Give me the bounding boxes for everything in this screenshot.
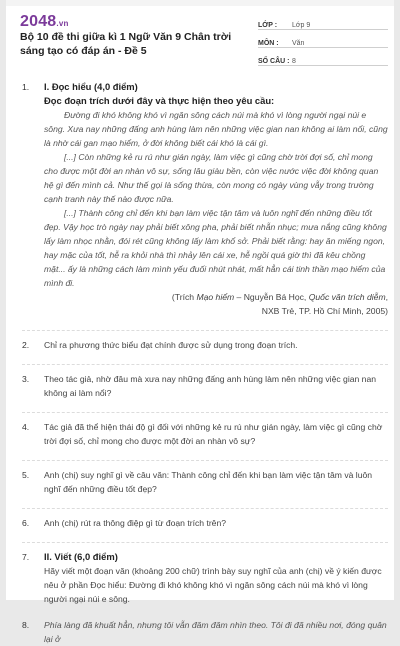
question-number: 2.: [22, 340, 30, 350]
logo-text: 2048: [20, 13, 57, 30]
source-part: ,: [385, 292, 388, 302]
question-text: Chỉ ra phương thức biểu đạt chính được sử dụng trong đoạn trích.: [44, 340, 298, 350]
divider: [22, 508, 388, 509]
meta-row-subject: [258, 30, 388, 48]
question-text: Theo tác giả, nhờ đâu mà xưa nay những đấng anh hùng làm nên những việc gian nan không ai làm nổi?: [44, 374, 377, 398]
divider: [22, 460, 388, 461]
question-number: 7.: [22, 552, 30, 562]
question-5: [22, 468, 388, 496]
question-text: Tác giả đã thể hiện thái độ gì đối với những kẻ ru rú như gián ngày, làm việc gì cũng chờ trời đợi số, chỉ mong cho được một đời an nhàn vô sự?: [44, 422, 383, 446]
meta-value: Lớp 9: [292, 22, 311, 29]
question-number: 6.: [22, 518, 30, 528]
source-book: Quốc văn trích diễm: [308, 292, 386, 302]
passage-paragraph: [...] Còn những kẻ ru rú như gián ngày, làm việc gì cũng chờ trời đợi số, chỉ mong cho được một đời an nhàn vô sự, sống lâu giàu bền, còn việc nước việc đời không quan hệ gì đến mình cả. Như thế gọi là sống thừa, còn mong có ngày vùng vẫy trong trường cạnh tranh này thế nào được nữa.: [44, 152, 379, 204]
meta-value: 8: [292, 58, 296, 65]
divider: [22, 542, 388, 543]
divider: [22, 412, 388, 413]
meta-label: MÔN :: [258, 40, 279, 47]
question-number: 5.: [22, 470, 30, 480]
passage-paragraph: [...] Thành công chỉ đến khi bạn làm việc tận tâm và luôn nghĩ đến những điều tốt đẹp. Vậy học trò ngày nay phải biết xông pha, phải biết nhẫn nhục; mưa nắng cũng không lấy làm nhọc nhằn, đói rét cũng không lấy làm khổ sở. Phải biết rằng: hay ăn miếng ngon, hay mặc của tốt, hễ ra khỏi nhà thì nhảy lên cái xe, hễ ngồi quá giờ thì đã kêu chồng mặt... ấy là những cách làm mình yếu đuối nhút nhát, mất hẳn cái tinh thần mạo hiểm của mình đi.: [44, 208, 387, 288]
question-text: Anh (chị) suy nghĩ gì về câu văn: Thành công chỉ đến khi bạn làm việc tận tâm và luôn nghĩ đến những điều tốt đẹp?: [44, 470, 373, 494]
meta-label: LỚP :: [258, 22, 278, 29]
question-7: [22, 550, 388, 606]
passage-source-line2: NXB Trẻ, TP. Hồ Chí Minh, 2005): [261, 306, 388, 316]
question-2: [22, 338, 388, 352]
question-text: Anh (chị) rút ra thông điệp gì từ đoạn trích trên?: [44, 518, 227, 528]
site-logo[interactable]: [20, 13, 69, 31]
document-title: Bộ 10 đề thi giữa kì 1 Ngữ Văn 9 Chân trời sáng tạo có đáp án - Đề 5: [20, 31, 232, 57]
source-title: Mạo hiểm: [196, 292, 235, 302]
question-number: 1.: [22, 82, 30, 92]
meta-row-count: [258, 48, 388, 66]
meta-box: [258, 12, 388, 66]
meta-label: SỐ CÂU :: [258, 58, 290, 65]
divider: [22, 330, 388, 331]
meta-value: Văn: [292, 40, 305, 47]
divider: [22, 364, 388, 365]
top-band: [6, 0, 394, 6]
question-4: [22, 420, 388, 448]
source-part: (Trích: [171, 292, 197, 302]
meta-row-class: [258, 12, 388, 30]
question-6: [22, 516, 388, 530]
question-text: Phía làng đã khuất hẳn, nhưng tôi vẫn đăm đăm nhìn theo. Tôi đi đã nhiều nơi, đóng quân lại ở: [44, 620, 387, 644]
question-1: [22, 80, 388, 318]
question-3: [22, 372, 388, 400]
section-heading: I. Đọc hiểu (4,0 điểm): [44, 81, 138, 92]
question-number: 3.: [22, 374, 30, 384]
passage-paragraph: Đường đi khó không khó vì ngăn sông cách núi mà khó vì lòng người ngại núi e sông. Xưa nay những đấng anh hùng làm nên những việc gian nan không ai làm nổi, cũng là nhờ cái gan mạo hiểm, ở đời không biết cái khó là cái gì.: [44, 110, 388, 148]
section-heading: II. Viết (6,0 điểm): [44, 551, 118, 562]
question-instruction: Đọc đoạn trích dưới đây và thực hiện theo yêu cầu:: [44, 95, 275, 106]
question-text: Hãy viết một đoạn văn (khoảng 200 chữ) trình bày suy nghĩ của anh (chị) về ý kiến được nêu ở phần Đọc hiểu: Đường đi khó không khó vì ngăn sông cách núi mà khó vì lòng người ngại núi e sông.: [44, 566, 382, 604]
document-sheet: [6, 0, 394, 644]
question-number: 4.: [22, 422, 30, 432]
passage-source: [44, 290, 388, 304]
source-part: – Nguyễn Bá Học,: [234, 292, 309, 302]
logo-domain: .vn: [56, 19, 69, 28]
question-number: 8.: [22, 620, 30, 630]
question-8: [22, 618, 388, 646]
